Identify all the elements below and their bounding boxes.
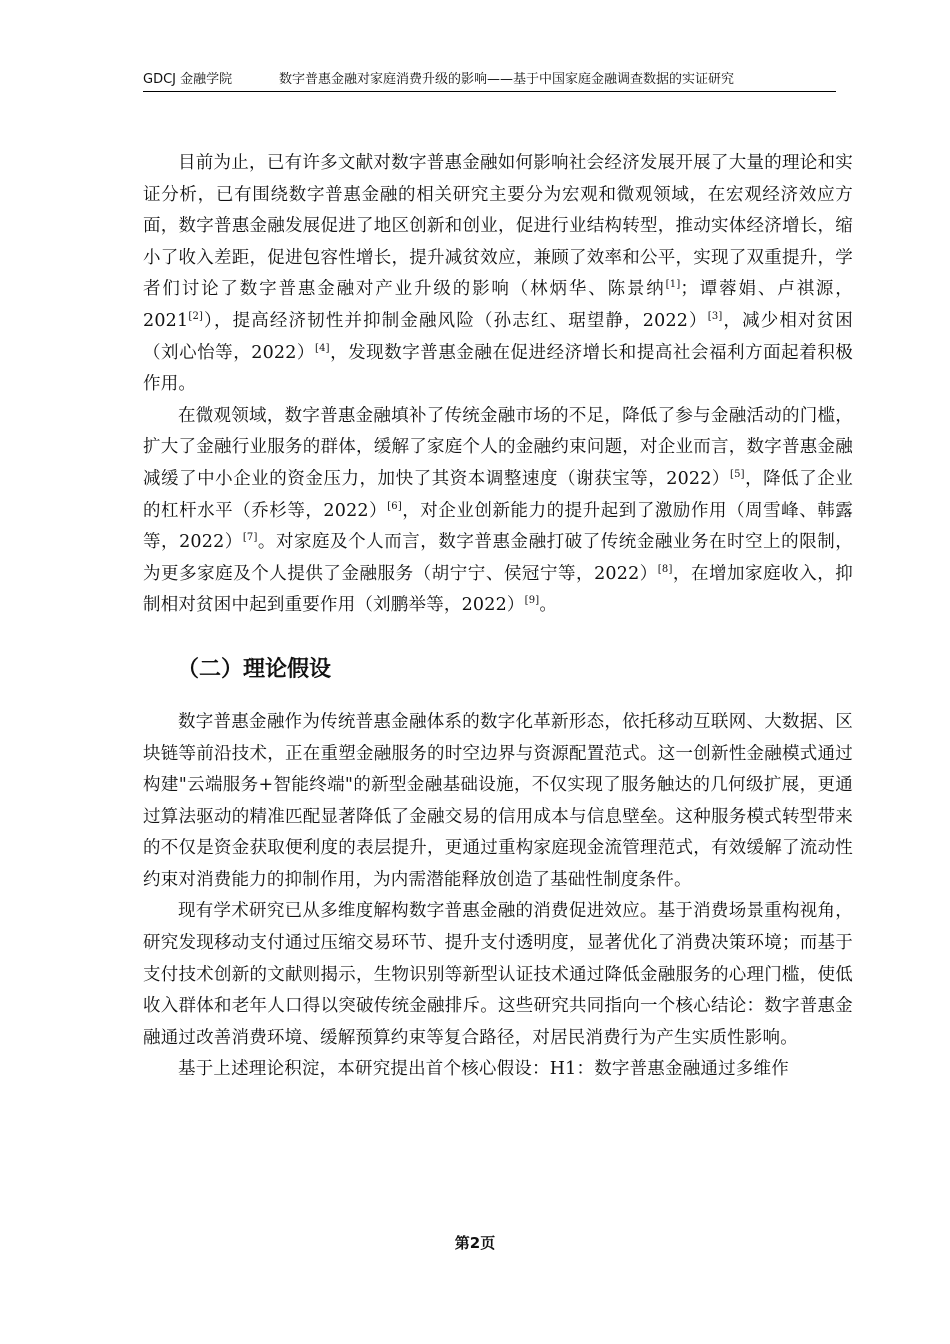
paragraph-macro-review xyxy=(143,148,853,401)
citation-ref: [2] xyxy=(188,311,204,323)
text-run: ，在增加家庭收入，抑制相对贫困中起到重要作用（刘鹏举等，2022） xyxy=(143,563,853,616)
text-run: ；谭蓉娟、卢祺源，2021 xyxy=(143,279,853,331)
text-run: 目前为止，已有许多文献对数字普惠金融如何影响社会经济发展开展了大量的理论和实证分析，已有围绕数字普惠金融的相关研究主要分为宏观和微观领域，在宏观经济效应方面，数字普惠金融发展促进了地区创新和创业，促进行业结构转型，推动实体经济增长，缩小了收入差距，促进包容性增长，提升减贫效应，兼顾了效率和公平，实现了双重提升，学者们讨论了数字普惠金融对产业升级的影响（林炳华、陈景纳 xyxy=(143,153,853,300)
text-run: ，对企业创新能力的提升起到了激励作用（周雪峰、韩露等，2022） xyxy=(143,500,853,553)
page-number: 第2页 xyxy=(454,1234,496,1252)
section-heading: （二）理论假设 xyxy=(177,656,332,682)
citation-ref: [6] xyxy=(387,500,402,512)
text-run: ），提高经济韧性并抑制金融风险（孙志红、琚望静，2022） xyxy=(203,310,708,331)
text-run: 在微观领域，数字普惠金融填补了传统金融市场的不足，降低了参与金融活动的门槛，扩大了金融行业服务的群体，缓解了家庭个人的金融约束问题，对企业而言，数字普惠金融减缓了中小企业的资金压力，加快了其资本调整速度（谢获宝等，2022） xyxy=(143,405,853,489)
citation-ref: [3] xyxy=(707,311,723,323)
text-run: ，减少相对贫困（刘心怡等，2022） xyxy=(143,310,853,363)
citation-ref: [9] xyxy=(524,595,540,607)
header-school: GDCJ 金融学院 xyxy=(143,72,233,87)
paragraph-hypothesis: 基于上述理论积淀，本研究提出首个核心假设：H1：数字普惠金融通过多维作 xyxy=(178,1059,789,1080)
text-run: ，发现数字普惠金融在促进经济增长和提高社会福利方面起着积极作用。 xyxy=(143,342,853,395)
body-text xyxy=(143,148,853,1086)
citation-ref: [5] xyxy=(729,469,745,481)
paragraph-micro-review xyxy=(143,401,853,622)
text-run: 。 xyxy=(539,595,558,616)
text-run: ，降低了企业的杠杆水平（乔杉等，2022） xyxy=(143,468,853,521)
text-run: 。对家庭及个人而言，数字普惠金融打破了传统金融业务在时空上的限制，为更多家庭及个人提供了金融服务（胡宁宁、侯冠宁等，2022） xyxy=(143,532,853,584)
paragraph-theory-2: 现有学术研究已从多维度解构数字普惠金融的消费促进效应。基于消费场景重构视角，研究发现移动支付通过压缩交易环节、提升支付透明度，显著优化了消费决策环境；而基于支付技术创新的文献则揭示，生物识别等新型认证技术通过降低金融服务的心理门槛，使低收入群体和老年人口得以突破传统金融排斥。这些研究共同指向一个核心结论：数字普惠金融通过改善消费环境、缓解预算约束等复合路径，对居民消费行为产生实质性影响。 xyxy=(143,901,853,1048)
citation-ref: [7] xyxy=(242,532,258,544)
running-header xyxy=(143,68,836,92)
citation-ref: [4] xyxy=(314,342,330,354)
paragraph-theory-1: 数字普惠金融作为传统普惠金融体系的数字化革新形态，依托移动互联网、大数据、区块链等前沿技术，正在重塑金融服务的时空边界与资源配置范式。这一创新性金融模式通过构建"云端服务+智能终端"的新型金融基础设施，不仅实现了服务触达的几何级扩展，更通过算法驱动的精准匹配显著降低了金融交易的信用成本与信息壁垒。这种服务模式转型带来的不仅是资金获取便利度的表层提升，更通过重构家庭现金流管理范式，有效缓解了流动性约束对消费能力的抑制作用，为内需潜能释放创造了基础性制度条件。 xyxy=(143,711,853,890)
header-title: 数字普惠金融对家庭消费升级的影响——基于中国家庭金融调查数据的实证研究 xyxy=(279,72,735,87)
citation-ref: [8] xyxy=(657,563,673,575)
citation-ref: [1] xyxy=(665,279,681,291)
